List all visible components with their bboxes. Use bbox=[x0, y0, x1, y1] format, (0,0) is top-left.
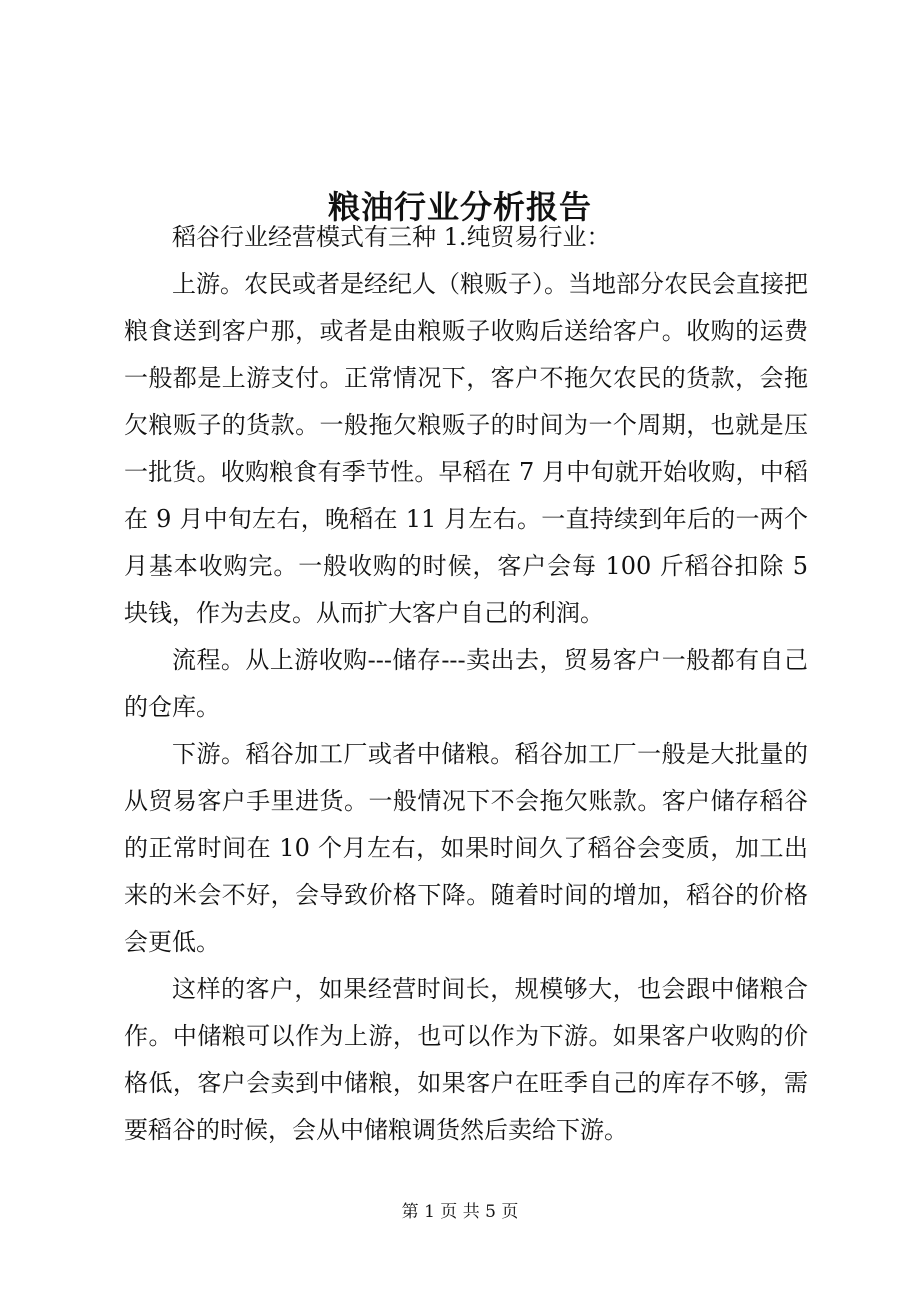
document-title: 粮油行业分析报告 bbox=[327, 188, 592, 227]
document-body bbox=[124, 214, 808, 1154]
page-footer bbox=[0, 1198, 920, 1226]
paragraph-downstream: 下游。稻谷加工厂或者中储粮。稻谷加工厂一般是大批量的从贸易客户手里进货。一般情况下不会拖欠账款。客户储存稻谷的正常时间在 10 个月左右，如果时间久了稻谷会变质，加工出来的米会不好，会导致价格下降。随着时间的增加，稻谷的价格会更低。 bbox=[124, 740, 808, 956]
paragraph-cooperation: 这样的客户，如果经营时间长，规模够大，也会跟中储粮合作。中储粮可以作为上游，也可以作为下游。如果客户收购的价格低，客户会卖到中储粮，如果客户在旺季自己的库存不够，需要稻谷的时候，会从中储粮调货然后卖给下游。 bbox=[124, 975, 808, 1144]
page-number: 第 1 页 共 5 页 bbox=[401, 1202, 519, 1222]
paragraph-upstream: 上游。农民或者是经纪人（粮贩子）。当地部分农民会直接把粮食送到客户那，或者是由粮贩子收购后送给客户。收购的运费一般都是上游支付。正常情况下，客户不拖欠农民的货款，会拖欠粮贩子的货款。一般拖欠粮贩子的时间为一个周期，也就是压一批货。收购粮食有季节性。早稻在 7 月中旬就开始收购，中稻在 9 月中旬左右，晚稻在 11 月左右。一直持续到年后的一两个月基本收购完。一般收购的时候，客户会每 100 斤稻谷扣除 5 块钱，作为去皮。从而扩大客户自己的利润。 bbox=[124, 270, 808, 627]
paragraph-process: 流程。从上游收购---储存---卖出去，贸易客户一般都有自己的仓库。 bbox=[124, 646, 808, 721]
paragraph-intro: 稻谷行业经营模式有三种 1.纯贸易行业： bbox=[172, 223, 611, 251]
